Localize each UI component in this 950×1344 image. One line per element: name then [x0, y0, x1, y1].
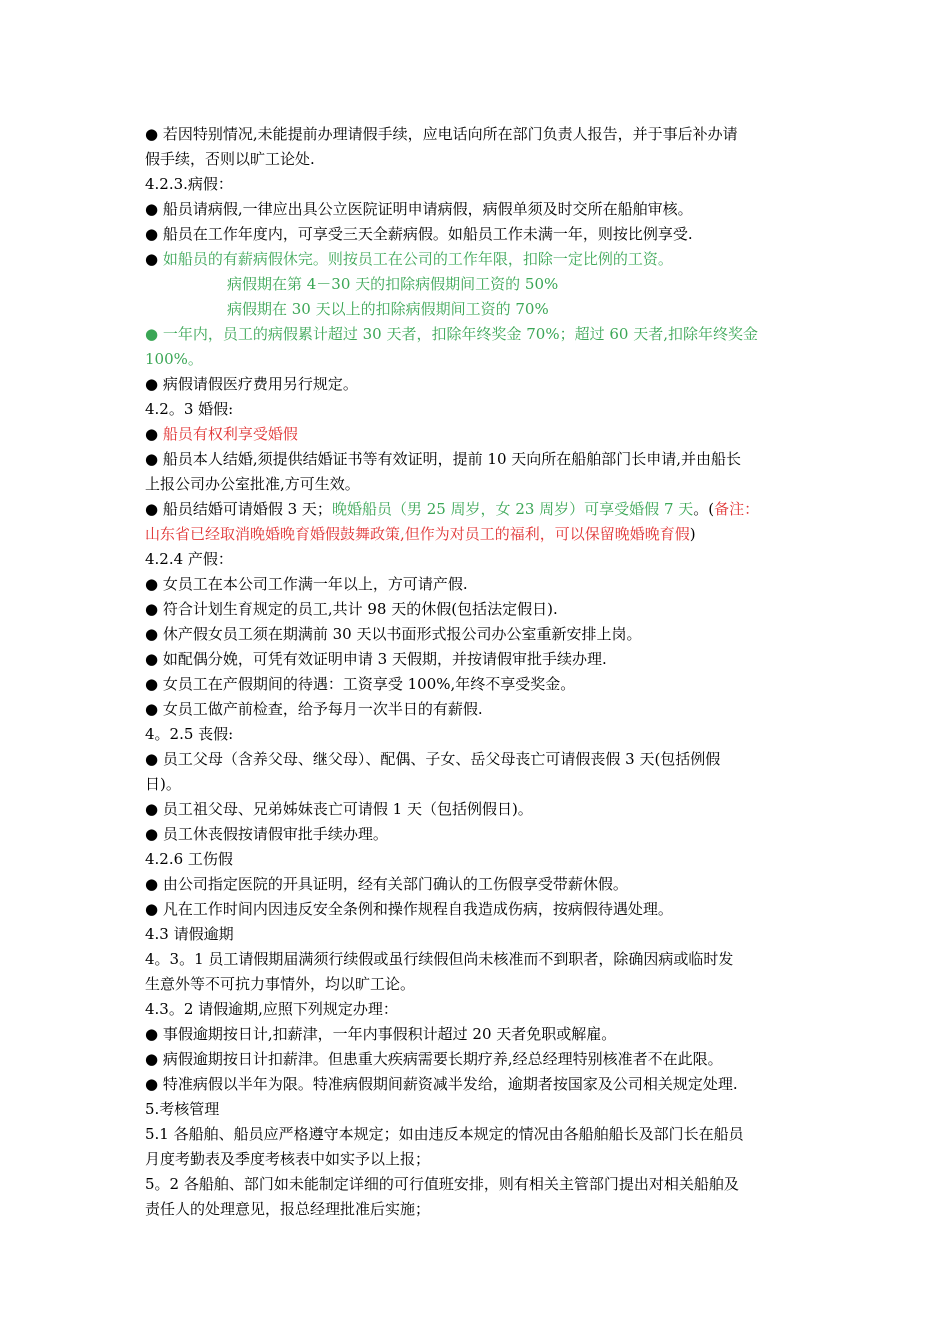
text-line [145, 1097, 810, 1122]
bullet-text: ● [145, 250, 163, 268]
paragraph-text: 上报公司办公室批准,方可生效。 [145, 475, 360, 493]
paragraph-text: 假手续，否则以旷工论处. [145, 150, 315, 168]
paragraph-text: ● 船员结婚可请婚假 3 天； [145, 500, 332, 518]
text-line [145, 522, 810, 547]
text-line [145, 647, 810, 672]
highlighted-text: 如船员的有薪病假休完。则按员工在公司的工作年限，扣除一定比例的工资。 [162, 250, 673, 268]
text-line [145, 572, 810, 597]
text-line [145, 547, 810, 572]
text-line [145, 1022, 810, 1047]
paragraph-text: 4.2.3.病假： [145, 175, 233, 193]
text-line [145, 1172, 810, 1197]
text-line [145, 447, 810, 472]
text-line [145, 897, 810, 922]
text-line [145, 622, 810, 647]
paragraph-text: ● 病假请假医疗费用另行规定。 [145, 375, 358, 393]
text-line [145, 372, 810, 397]
text-line [145, 122, 810, 147]
paragraph-text: 。( [693, 500, 715, 518]
paragraph-text: ● 凡在工作时间内因违反安全条例和操作规程自我造成伤病，按病假待遇处理。 [145, 900, 673, 918]
paragraph-text: ● 病假逾期按日计扣薪津。但患重大疾病需要长期疗养,经总经理特别核准者不在此限。 [145, 1050, 723, 1068]
bullet-text: ● [145, 425, 163, 443]
paragraph-text: ● 由公司指定医院的开具证明，经有关部门确认的工伤假享受带薪休假。 [145, 875, 628, 893]
text-line [145, 597, 810, 622]
text-line [145, 247, 810, 272]
text-line [145, 922, 810, 947]
text-line [145, 197, 810, 222]
paragraph-text: ● 员工父母（含养父母、继父母）、配偶、子女、岳父母丧亡可请假丧假 3 天(包括例假 [145, 750, 721, 768]
paragraph-text: 4.2.4 产假： [145, 550, 233, 568]
text-line [145, 297, 810, 322]
text-line [145, 272, 810, 297]
text-line [145, 772, 810, 797]
text-line [145, 397, 810, 422]
text-line [145, 472, 810, 497]
paragraph-text: 4.3 请假逾期 [145, 925, 234, 943]
paragraph-text: 4。3。1 员工请假期届满须行续假或虽行续假但尚未核准而不到职者，除确因病或临时发 [145, 950, 734, 968]
paragraph-text: 病假期在 30 天以上的扣除病假期间工资的 70% [227, 300, 549, 318]
text-line [145, 847, 810, 872]
text-line [145, 497, 810, 522]
paragraph-text: 月度考勤表及季度考核表中如实予以上报； [145, 1150, 431, 1168]
paragraph-text: ● 船员在工作年度内，可享受三天全薪病假。如船员工作未满一年，则按比例享受. [145, 225, 693, 243]
paragraph-text: ● 符合计划生育规定的员工,共计 98 天的休假(包括法定假日). [145, 600, 558, 618]
paragraph-text: 5.1 各船舶、船员应严格遵守本规定；如由违反本规定的情况由各船舶船长及部门长在船员 [145, 1125, 744, 1143]
paragraph-text: ● 事假逾期按日计,扣薪津，一年内事假积计超过 20 天者免职或解雇。 [145, 1025, 617, 1043]
paragraph-text: ● 休产假女员工须在期满前 30 天以书面形式报公司办公室重新安排上岗。 [145, 625, 642, 643]
text-line [145, 822, 810, 847]
paragraph-text: ● 一年内，员工的病假累计超过 30 天者，扣除年终奖金 70%；超过 60 天者,扣除年终奖金 [145, 325, 758, 343]
text-line [145, 797, 810, 822]
paragraph-text: ● 员工祖父母、兄弟姊妹丧亡可请假 1 天（包括例假日)。 [145, 800, 533, 818]
paragraph-text: ● 女员工做产前检查，给予每月一次半日的有薪假. [145, 700, 483, 718]
note-text: 山东省已经取消晚婚晚育婚假鼓舞政策,但作为对员工的福利，可以保留晚婚晚育假 [145, 525, 690, 543]
document-body [145, 122, 810, 1222]
text-line [145, 697, 810, 722]
text-line [145, 1047, 810, 1072]
paragraph-text: ● 女员工在产假期间的待遇：工资享受 100%,年终不享受奖金。 [145, 675, 576, 693]
paragraph-text: 4.2.6 工伤假 [145, 850, 233, 868]
paragraph-text: ● 女员工在本公司工作满一年以上，方可请产假. [145, 575, 468, 593]
text-line [145, 1122, 810, 1147]
text-line [145, 147, 810, 172]
paragraph-text: 责任人的处理意见，报总经理批准后实施； [145, 1200, 431, 1218]
paragraph-text: 5.考核管理 [145, 1100, 220, 1118]
highlighted-text: 晚婚船员（男 25 周岁，女 23 周岁）可享受婚假 7 天 [331, 500, 694, 518]
text-line [145, 1147, 810, 1172]
paragraph-text: 4。2.5 丧假: [145, 725, 234, 743]
paragraph-text: 4.3。2 请假逾期,应照下列规定办理： [145, 1000, 398, 1018]
paragraph-text: 病假期在第 4－30 天的扣除病假期间工资的 50% [227, 275, 559, 293]
text-line [145, 222, 810, 247]
text-line [145, 322, 810, 347]
text-line [145, 172, 810, 197]
text-line [145, 347, 810, 372]
paragraph-text: ) [689, 525, 696, 543]
text-line [145, 747, 810, 772]
paragraph-text: ● 如配偶分娩，可凭有效证明申请 3 天假期，并按请假审批手续办理. [145, 650, 607, 668]
text-line [145, 972, 810, 997]
paragraph-text: 4.2。3 婚假: [145, 400, 234, 418]
note-text: 备注： [714, 500, 760, 518]
paragraph-text: 5。2 各船舶、部门如未能制定详细的可行值班安排，则有相关主管部门提出对相关船舶及 [145, 1175, 739, 1193]
paragraph-text: ● 船员本人结婚,须提供结婚证书等有效证明，提前 10 天向所在船舶部门长申请,并由船长 [145, 450, 742, 468]
text-line [145, 672, 810, 697]
highlighted-text: 船员有权利享受婚假 [162, 425, 298, 443]
text-line [145, 947, 810, 972]
text-line [145, 422, 810, 447]
paragraph-text: 100%。 [145, 350, 203, 368]
paragraph-text: ● 员工休丧假按请假审批手续办理。 [145, 825, 388, 843]
text-line [145, 997, 810, 1022]
text-line [145, 722, 810, 747]
paragraph-text: ● 特准病假以半年为限。特准病假期间薪资减半发给，逾期者按国家及公司相关规定处理. [145, 1075, 738, 1093]
text-line [145, 1072, 810, 1097]
paragraph-text: ● 若因特别情况,未能提前办理请假手续，应电话向所在部门负责人报告，并于事后补办请 [145, 125, 738, 143]
text-line [145, 1197, 810, 1222]
paragraph-text: ● 船员请病假,一律应出具公立医院证明申请病假，病假单须及时交所在船舶审核。 [145, 200, 693, 218]
paragraph-text: 生意外等不可抗力事情外，均以旷工论。 [145, 975, 416, 993]
paragraph-text: 日)。 [145, 775, 181, 793]
text-line [145, 872, 810, 897]
